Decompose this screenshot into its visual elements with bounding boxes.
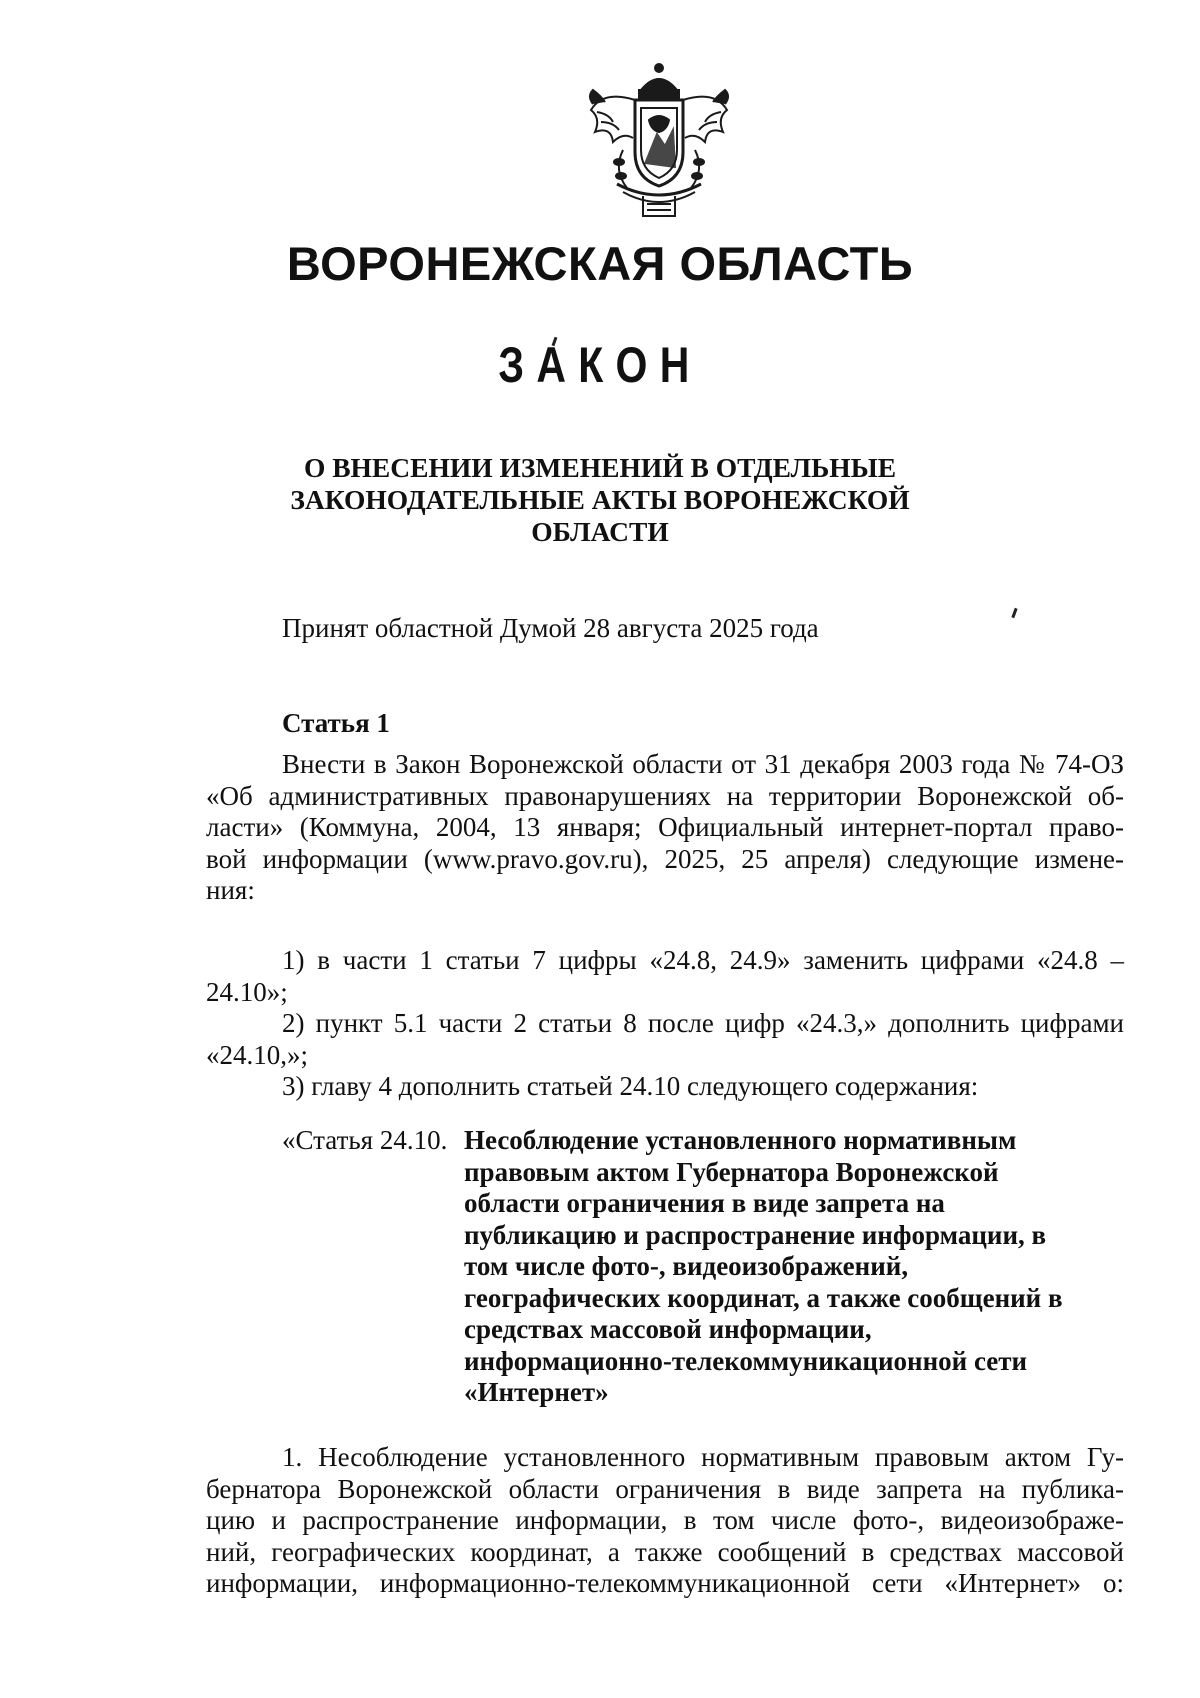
part-line: информации, информационно-телекоммуникационной сети «Интернет» о: (206, 1568, 1124, 1598)
region-name: ВОРОНЕЖСКАЯ ОБЛАСТЬ (286, 237, 914, 290)
part-line: бернатора Воронежской области ограничения в виде запрета на публика- (206, 1473, 1124, 1504)
part-line: ний, географических координат, а также сообщений в средствах массовой (206, 1536, 1124, 1567)
new-article-title-line: области ограничения в виде запрета на (464, 1188, 945, 1218)
intro-line: «Об административных правонарушениях на территории Воронежской об- (206, 780, 1124, 811)
intro-line: Внести в Закон Воронежской области от 31 декабря 2003 года № 74-ОЗ (282, 749, 1124, 779)
intro-line: ласти» (Коммуна, 2004, 13 января; Официальный интернет-портал право- (206, 812, 1124, 842)
new-article-title-line: географических координат, а также сообщений в (464, 1282, 1063, 1313)
new-article-title-line: правовым актом Губернатора Воронежской (464, 1156, 999, 1187)
part-line: 1. Несоблюдение установленного нормативным правовым актом Гу- (282, 1442, 1124, 1472)
new-article-title-line: публикацию и распространение информации, в (464, 1219, 1047, 1250)
document-type: ЗАКОН (498, 337, 702, 393)
adoption-line: Принят областной Думой 28 августа 2025 года (282, 613, 819, 643)
article-intro (206, 749, 1124, 907)
intro-line: ния: (206, 875, 255, 905)
new-article-title-line: средствах массовой информации, (464, 1314, 872, 1344)
new-article-part-1 (206, 1442, 1124, 1600)
new-article-title-line: Несоблюдение установленного нормативным (464, 1125, 1017, 1155)
amendment-item: 3) главу 4 дополнить статьей 24.10 следующего содержания: (282, 1071, 979, 1101)
new-article-title-line: «Интернет» (464, 1377, 609, 1407)
amendment-item: 2) пункт 5.1 части 2 статьи 8 после цифр «24.3,» дополнить цифрами (282, 1008, 1124, 1038)
law-title-line: ЗАКОНОДАТЕЛЬНЫЕ АКТЫ ВОРОНЕЖСКОЙ (290, 484, 910, 515)
new-article-prefix: «Статья 24.10. (282, 1125, 448, 1155)
law-title-line: ОБЛАСТИ (531, 516, 669, 547)
amendments-list (206, 945, 1124, 1103)
law-title-line: О ВНЕСЕНИИ ИЗМЕНЕНИЙ В ОТДЕЛЬНЫЕ (303, 452, 897, 483)
new-article-title-line: информационно-телекоммуникационной сети (464, 1345, 1028, 1376)
voronezh-coat-of-arms-icon (583, 60, 735, 222)
article-heading: Статья 1 (282, 708, 390, 738)
new-article-title-line: том числе фото-, видеоизображений, (464, 1251, 909, 1281)
part-line: цию и распространение информации, в том числе фото-, видеоизображе- (206, 1505, 1124, 1535)
law-title (0, 452, 1200, 548)
intro-line: вой информации (www.pravo.gov.ru), 2025, 25 апреля) следующие измене- (206, 843, 1124, 874)
amendment-item-cont: 24.10»; (206, 976, 288, 1007)
new-article-title (464, 1125, 1104, 1409)
amendment-item: 1) в части 1 статьи 7 цифры «24.8, 24.9» заменить цифрами «24.8 – (282, 945, 1124, 975)
amendment-item-cont: «24.10,»; (206, 1039, 309, 1070)
scan-speck (1011, 608, 1017, 618)
